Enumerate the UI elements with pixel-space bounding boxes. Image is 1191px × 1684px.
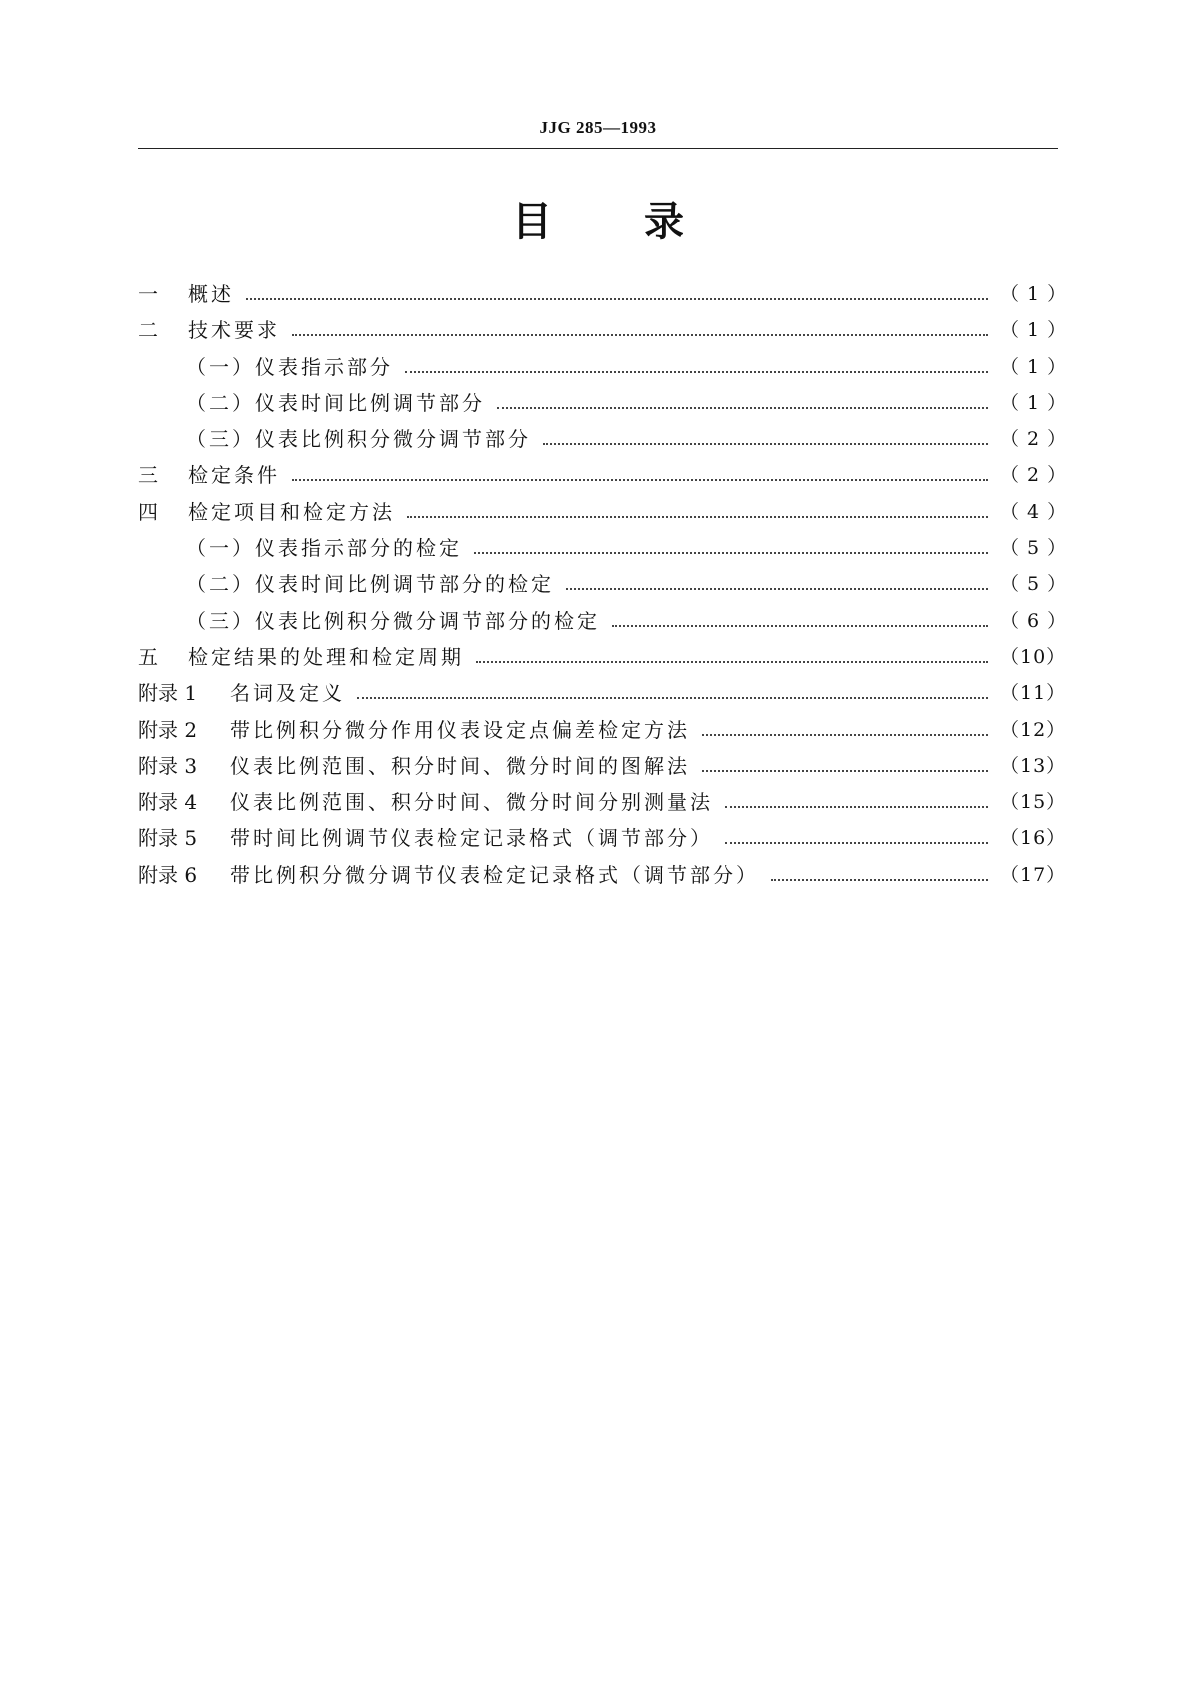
toc-leader-dots (725, 842, 988, 844)
toc-leader-dots (292, 479, 988, 481)
toc-entry-page: （ 1 ） (1000, 355, 1068, 378)
toc-entry-title: 检定项目和检定方法 (188, 499, 395, 524)
toc-entry-page: （12） (1000, 718, 1067, 741)
toc-entry-title: 技术要求 (188, 318, 280, 343)
toc-entry[interactable] (138, 494, 1068, 530)
toc-entry[interactable] (138, 639, 1067, 675)
toc-entry-page: （16） (1000, 827, 1067, 850)
toc-entry-page: （ 1 ） (1000, 283, 1068, 305)
toc-entry-page: （ 1 ） (1000, 319, 1068, 342)
toc-entry-page: （ 4 ） (1000, 500, 1068, 523)
toc-entry-title: （二）仪表时间比例调节部分的检定 (186, 572, 554, 597)
toc-entry[interactable] (138, 421, 1068, 457)
toc-entry[interactable] (138, 784, 1067, 820)
toc-entry-number: 四 (138, 499, 158, 524)
toc-entry[interactable] (138, 530, 1068, 566)
toc-entry-page: （13） (1000, 754, 1067, 777)
toc-leader-dots (246, 298, 988, 300)
toc-entry-number: 附录 5 (138, 826, 198, 851)
toc-entry[interactable] (138, 276, 1068, 312)
title-char-2: 录 (644, 199, 684, 245)
toc-entry[interactable] (138, 349, 1068, 385)
toc-leader-dots (497, 407, 988, 409)
toc-entry-title: 带时间比例调节仪表检定记录格式（调节部分） (230, 826, 713, 851)
toc-entry-title: （一）仪表指示部分的检定 (186, 536, 462, 561)
toc-entry-title: （一）仪表指示部分 (186, 354, 393, 379)
toc-entry-number: 一 (138, 282, 158, 306)
header-divider (138, 148, 1058, 149)
toc-entry-title: 带比例积分微分作用仪表设定点偏差检定方法 (230, 717, 690, 742)
toc-entry[interactable] (138, 312, 1068, 348)
toc-entry-title: 概述 (188, 282, 234, 306)
toc-leader-dots (292, 334, 988, 336)
toc-entry[interactable] (138, 820, 1067, 856)
toc-entry[interactable] (138, 712, 1067, 748)
toc-entry-page: （ 6 ） (1000, 609, 1068, 632)
toc-leader-dots (612, 625, 988, 627)
toc-entry-number: 二 (138, 318, 158, 343)
toc-entry[interactable] (138, 457, 1068, 493)
toc-entry-title: 检定结果的处理和检定周期 (188, 644, 464, 669)
toc-entry-title: 名词及定义 (230, 681, 345, 706)
toc-leader-dots (702, 770, 988, 772)
document-code-header: JJG 285—1993 (539, 118, 657, 137)
toc-entry-number: 附录 2 (138, 717, 198, 742)
toc-leader-dots (702, 734, 988, 736)
toc-leader-dots (476, 661, 988, 663)
toc-entry-page: （10） (1000, 645, 1067, 668)
toc-leader-dots (771, 879, 988, 881)
toc-entry-number: 三 (138, 463, 158, 488)
toc-entry-number: 附录 6 (138, 862, 198, 887)
toc-entry-page: （ 1 ） (1000, 391, 1068, 414)
toc-entry-title: 检定条件 (188, 463, 280, 488)
toc-entry-page: （17） (1000, 863, 1067, 886)
toc-entry-page: （ 5 ） (1000, 573, 1068, 596)
toc-leader-dots (566, 588, 988, 590)
toc-entry-page: （ 2 ） (1000, 428, 1068, 451)
toc-entry[interactable] (138, 566, 1068, 602)
toc-leader-dots (543, 443, 988, 445)
toc-entry-title: （二）仪表时间比例调节部分 (186, 390, 485, 415)
toc-entry-title: 仪表比例范围、积分时间、微分时间分别测量法 (230, 790, 713, 815)
toc-entry-page: （ 5 ） (1000, 537, 1068, 560)
toc-entry-page: （15） (1000, 791, 1067, 814)
toc-entry[interactable] (138, 603, 1068, 639)
toc-leader-dots (407, 516, 988, 518)
toc-leader-dots (725, 806, 988, 808)
page-title (138, 196, 1058, 248)
title-char-1: 目 (512, 199, 552, 245)
table-of-contents (138, 276, 1068, 893)
toc-entry-page: （ 2 ） (1000, 464, 1068, 487)
toc-leader-dots (405, 371, 988, 373)
toc-entry-number: 附录 4 (138, 790, 198, 815)
toc-entry-number: 五 (138, 644, 158, 669)
toc-entry-title: 带比例积分微分调节仪表检定记录格式（调节部分） (230, 862, 759, 887)
toc-entry-number: 附录 3 (138, 753, 198, 778)
toc-entry-number: 附录 1 (138, 681, 198, 706)
toc-leader-dots (474, 552, 988, 554)
toc-entry-title: （三）仪表比例积分微分调节部分 (186, 427, 531, 452)
toc-leader-dots (357, 697, 988, 699)
toc-entry-title: 仪表比例范围、积分时间、微分时间的图解法 (230, 753, 690, 778)
toc-entry[interactable] (138, 675, 1067, 711)
toc-entry-page: （11） (1000, 682, 1067, 705)
toc-entry[interactable] (138, 385, 1068, 421)
toc-entry-title: （三）仪表比例积分微分调节部分的检定 (186, 608, 600, 633)
toc-entry[interactable] (138, 748, 1067, 784)
toc-entry[interactable] (138, 857, 1067, 893)
